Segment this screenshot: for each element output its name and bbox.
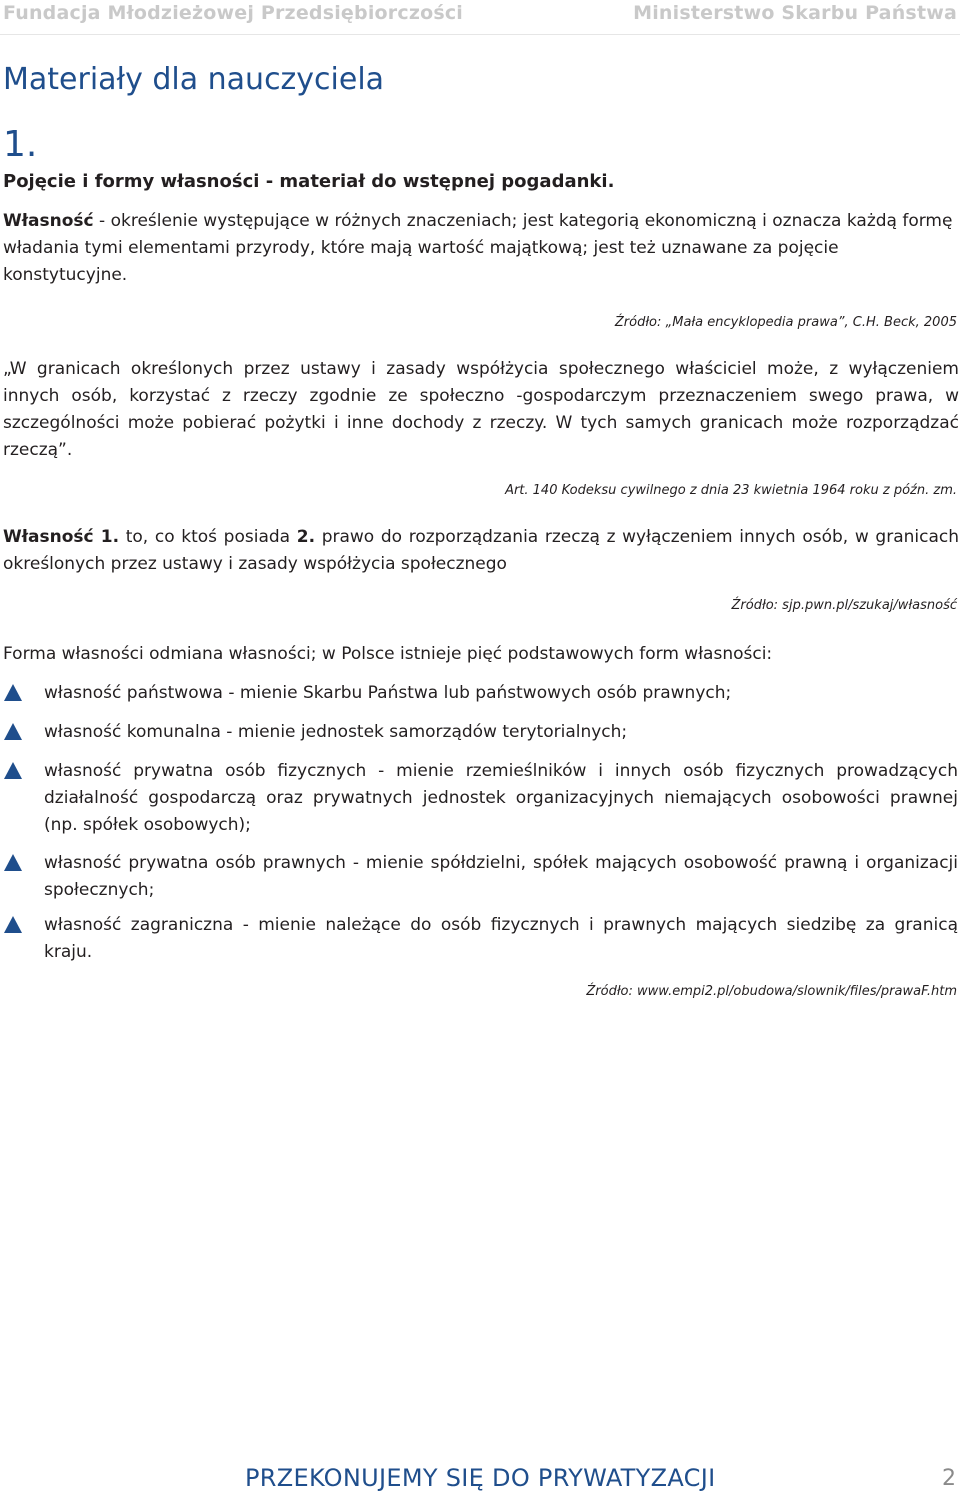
triangle-bullet-icon: [4, 762, 22, 779]
list-item-text: własność państwowa - mienie Skarbu Państwa lub państwowych osób prawnych;: [44, 683, 732, 703]
triangle-bullet-icon: [4, 723, 22, 740]
dictionary-sense-1: to, co ktoś posiada: [119, 527, 297, 547]
header-divider: [0, 34, 960, 35]
civil-code-quote: „W granicach określonych przez ustawy i zasady współżycia społecznego właściciel może, z wyłączeniem innych osób, korzystać z rzeczy zgodnie ze społeczno -gospodarczym przeznaczeniem swego prawa, w szczególności może pobierać pożytki i inne dochody z rzeczy. W tych samych granicach może rozporządzać rzeczą”.: [3, 359, 959, 460]
source-citation-2: Art. 140 Kodeksu cywilnego z dnia 23 kwietnia 1964 roku z późn. zm.: [505, 483, 957, 498]
definition-text: - określenie występujące w różnych znaczeniach; jest kategorią ekonomiczną i oznacza każdą formę władania tymi elementami przyrody, które mają wartość majątkową; jest też uznawane za pojęcie konstytucyjne.: [3, 211, 953, 285]
dictionary-definition: [3, 524, 959, 578]
definition-paragraph: [3, 208, 959, 289]
page-title: Materiały dla nauczyciela: [3, 62, 385, 97]
triangle-bullet-icon: [4, 854, 22, 871]
section-number: 1.: [3, 124, 38, 165]
source-citation-4: Źródło: www.empi2.pl/obudowa/slownik/files/prawaF.htm: [586, 984, 957, 999]
triangle-bullet-icon: [4, 916, 22, 933]
forms-intro: Forma własności odmiana własności; w Polsce istnieje pięć podstawowych form własności:: [3, 644, 773, 664]
list-item-text: własność prywatna osób prawnych - mienie spółdzielni, spółek mających osobowość prawną i organizacji społecznych;: [44, 853, 958, 900]
list-item-text: własność prywatna osób fizycznych - mienie rzemieślników i innych osób fizycznych prowadzących działalność gospodarczą oraz prywatnych jednostek organizacyjnych niemających osobowości prawnej (np. spółek osobowych);: [44, 761, 958, 835]
section-title: Pojęcie i formy własności - materiał do wstępnej pogadanki.: [3, 171, 615, 192]
source-citation-3: Źródło: sjp.pwn.pl/szukaj/własność: [731, 598, 957, 613]
source-citation-1: Źródło: „Mała encyklopedia prawa”, C.H. Beck, 2005: [614, 315, 957, 330]
dictionary-sense-2: prawo do rozporządzania rzeczą z wyłączeniem innych osób, w granicach określonych przez ustawy i zasady współżycia społecznego: [3, 527, 960, 574]
header-right-org: Ministerstwo Skarbu Państwa: [633, 2, 957, 24]
triangle-bullet-icon: [4, 684, 22, 701]
page-number: 2: [942, 1466, 956, 1491]
dictionary-term: Własność 1.: [3, 527, 120, 547]
list-item-text: własność komunalna - mienie jednostek samorządów terytorialnych;: [44, 722, 628, 742]
footer-slogan: PRZEKONUJEMY SIĘ DO PRYWATYZACJI: [245, 1464, 716, 1492]
header-left-org: Fundacja Młodzieżowej Przedsiębiorczości: [3, 2, 464, 24]
list-item-text: własność zagraniczna - mienie należące do osób fizycznych i prawnych mających siedzibę za granicą kraju.: [44, 915, 958, 962]
dictionary-sense-2-number: 2.: [296, 527, 316, 547]
definition-term: Własność: [3, 211, 94, 231]
